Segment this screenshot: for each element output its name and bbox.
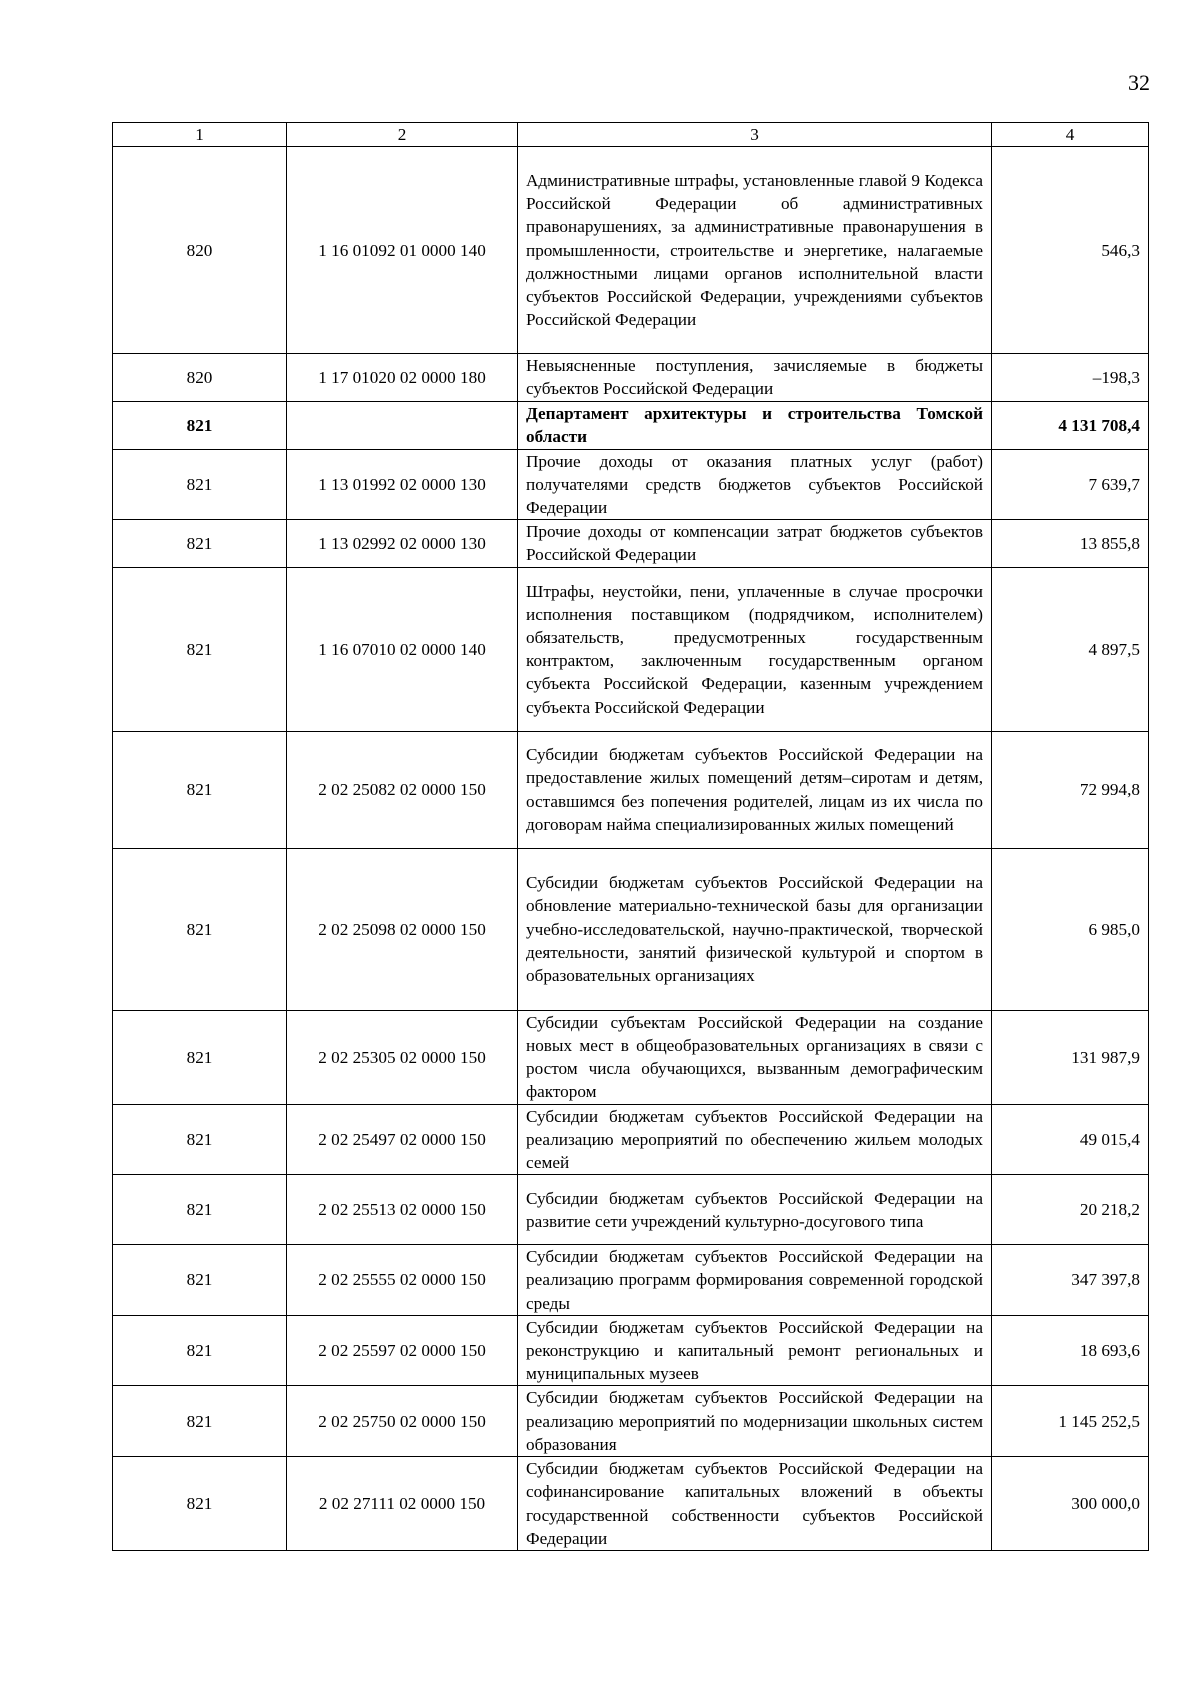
revenue-code-cell: 2 02 25750 02 0000 150: [287, 1386, 518, 1457]
amount-cell: 4 131 708,4: [992, 401, 1149, 449]
revenue-code-cell: 1 13 01992 02 0000 130: [287, 449, 518, 520]
revenue-name-cell: Штрафы, неустойки, пени, уплаченные в случае просрочки исполнения поставщиком (подрядчиком, исполнителем) обязательств, предусмотренных государственным контрактом, заключенным государственным органом субъекта Российской Федерации, казенным учреждением субъекта Российской Федерации: [518, 567, 992, 731]
revenue-name-cell: Прочие доходы от компенсации затрат бюджетов субъектов Российской Федерации: [518, 520, 992, 567]
amount-cell: 20 218,2: [992, 1175, 1149, 1245]
table-row: [113, 1315, 1149, 1386]
revenue-name-cell: Прочие доходы от оказания платных услуг (работ) получателями средств бюджетов субъектов Российской Федерации: [518, 449, 992, 520]
table-row: [113, 147, 1149, 354]
table-row: [113, 1010, 1149, 1104]
admin-code-cell: 821: [113, 401, 287, 449]
revenue-code-cell: 2 02 25098 02 0000 150: [287, 848, 518, 1010]
revenue-name-cell: Невыясненные поступления, зачисляемые в бюджеты субъектов Российской Федерации: [518, 354, 992, 401]
column-header: 2: [287, 123, 518, 147]
amount-cell: 18 693,6: [992, 1315, 1149, 1386]
table-row: [113, 449, 1149, 520]
revenue-code-cell: 2 02 25597 02 0000 150: [287, 1315, 518, 1386]
admin-code-cell: 821: [113, 1175, 287, 1245]
table-row: [113, 848, 1149, 1010]
revenue-code-cell: 2 02 25555 02 0000 150: [287, 1245, 518, 1316]
amount-cell: 13 855,8: [992, 520, 1149, 567]
admin-code-cell: 821: [113, 520, 287, 567]
revenue-code-cell: 2 02 25513 02 0000 150: [287, 1175, 518, 1245]
admin-code-cell: 821: [113, 1457, 287, 1551]
revenue-code-cell: 2 02 27111 02 0000 150: [287, 1457, 518, 1551]
revenue-code-cell: 2 02 25497 02 0000 150: [287, 1104, 518, 1175]
table-row: [113, 401, 1149, 449]
revenue-name-cell: Субсидии субъектам Российской Федерации на создание новых мест в общеобразовательных организациях в связи с ростом числа обучающихся, вызванным демографическим фактором: [518, 1010, 992, 1104]
budget-revenue-table: [112, 122, 1149, 1551]
table-row: [113, 1457, 1149, 1551]
revenue-name-cell: Субсидии бюджетам субъектов Российской Федерации на реализацию мероприятий по обеспечению жильем молодых семей: [518, 1104, 992, 1175]
admin-code-cell: 821: [113, 1245, 287, 1316]
table-row: [113, 1245, 1149, 1316]
revenue-code-cell: 2 02 25305 02 0000 150: [287, 1010, 518, 1104]
table-row: [113, 1104, 1149, 1175]
revenue-name-cell: Субсидии бюджетам субъектов Российской Федерации на предоставление жилых помещений детям–сиротам и детям, оставшимся без попечения родителей, лицам из их числа по договорам найма специализированных жилых помещений: [518, 731, 992, 848]
column-header: 4: [992, 123, 1149, 147]
amount-cell: –198,3: [992, 354, 1149, 401]
revenue-name-cell: Субсидии бюджетам субъектов Российской Федерации на реконструкцию и капитальный ремонт региональных и муниципальных музеев: [518, 1315, 992, 1386]
amount-cell: 1 145 252,5: [992, 1386, 1149, 1457]
column-header: 3: [518, 123, 992, 147]
revenue-code-cell: 1 13 02992 02 0000 130: [287, 520, 518, 567]
revenue-name-cell: Субсидии бюджетам субъектов Российской Федерации на реализацию программ формирования современной городской среды: [518, 1245, 992, 1316]
revenue-code-cell: 1 16 01092 01 0000 140: [287, 147, 518, 354]
revenue-name-cell: Административные штрафы, установленные главой 9 Кодекса Российской Федерации об административных правонарушениях, за административные правонарушения в промышленности, строительстве и энергетике, налагаемые должностными лицами органов исполнительной власти субъектов Российской Федерации, учреждениями субъектов Российской Федерации: [518, 147, 992, 354]
revenue-name-cell: Субсидии бюджетам субъектов Российской Федерации на обновление материально-технической базы для организации учебно-исследовательской, научно-практической, творческой деятельности, занятий физической культурой и спортом в образовательных организациях: [518, 848, 992, 1010]
revenue-code-cell: 1 17 01020 02 0000 180: [287, 354, 518, 401]
table-row: [113, 567, 1149, 731]
revenue-code-cell: 2 02 25082 02 0000 150: [287, 731, 518, 848]
table-row: [113, 520, 1149, 567]
admin-code-cell: 820: [113, 354, 287, 401]
page-number: 32: [1128, 70, 1150, 95]
revenue-code-cell: [287, 401, 518, 449]
column-header: 1: [113, 123, 287, 147]
amount-cell: 347 397,8: [992, 1245, 1149, 1316]
amount-cell: 49 015,4: [992, 1104, 1149, 1175]
revenue-name-cell: Субсидии бюджетам субъектов Российской Федерации на реализацию мероприятий по модернизации школьных систем образования: [518, 1386, 992, 1457]
table-row: [113, 354, 1149, 401]
amount-cell: 7 639,7: [992, 449, 1149, 520]
admin-code-cell: 821: [113, 1315, 287, 1386]
table-row: [113, 1386, 1149, 1457]
revenue-name-cell: Департамент архитектуры и строительства Томской области: [518, 401, 992, 449]
admin-code-cell: 821: [113, 449, 287, 520]
revenue-name-cell: Субсидии бюджетам субъектов Российской Федерации на софинансирование капитальных вложений в объекты государственной собственности субъектов Российской Федерации: [518, 1457, 992, 1551]
amount-cell: 6 985,0: [992, 848, 1149, 1010]
admin-code-cell: 821: [113, 1386, 287, 1457]
amount-cell: 72 994,8: [992, 731, 1149, 848]
admin-code-cell: 821: [113, 567, 287, 731]
admin-code-cell: 821: [113, 848, 287, 1010]
amount-cell: 4 897,5: [992, 567, 1149, 731]
revenue-code-cell: 1 16 07010 02 0000 140: [287, 567, 518, 731]
revenue-name-cell: Субсидии бюджетам субъектов Российской Федерации на развитие сети учреждений культурно-досугового типа: [518, 1175, 992, 1245]
amount-cell: 546,3: [992, 147, 1149, 354]
column-number-row: [113, 123, 1149, 147]
amount-cell: 131 987,9: [992, 1010, 1149, 1104]
admin-code-cell: 821: [113, 1104, 287, 1175]
admin-code-cell: 820: [113, 147, 287, 354]
admin-code-cell: 821: [113, 731, 287, 848]
table-body: [113, 147, 1149, 1551]
admin-code-cell: 821: [113, 1010, 287, 1104]
table-row: [113, 731, 1149, 848]
table-row: [113, 1175, 1149, 1245]
amount-cell: 300 000,0: [992, 1457, 1149, 1551]
